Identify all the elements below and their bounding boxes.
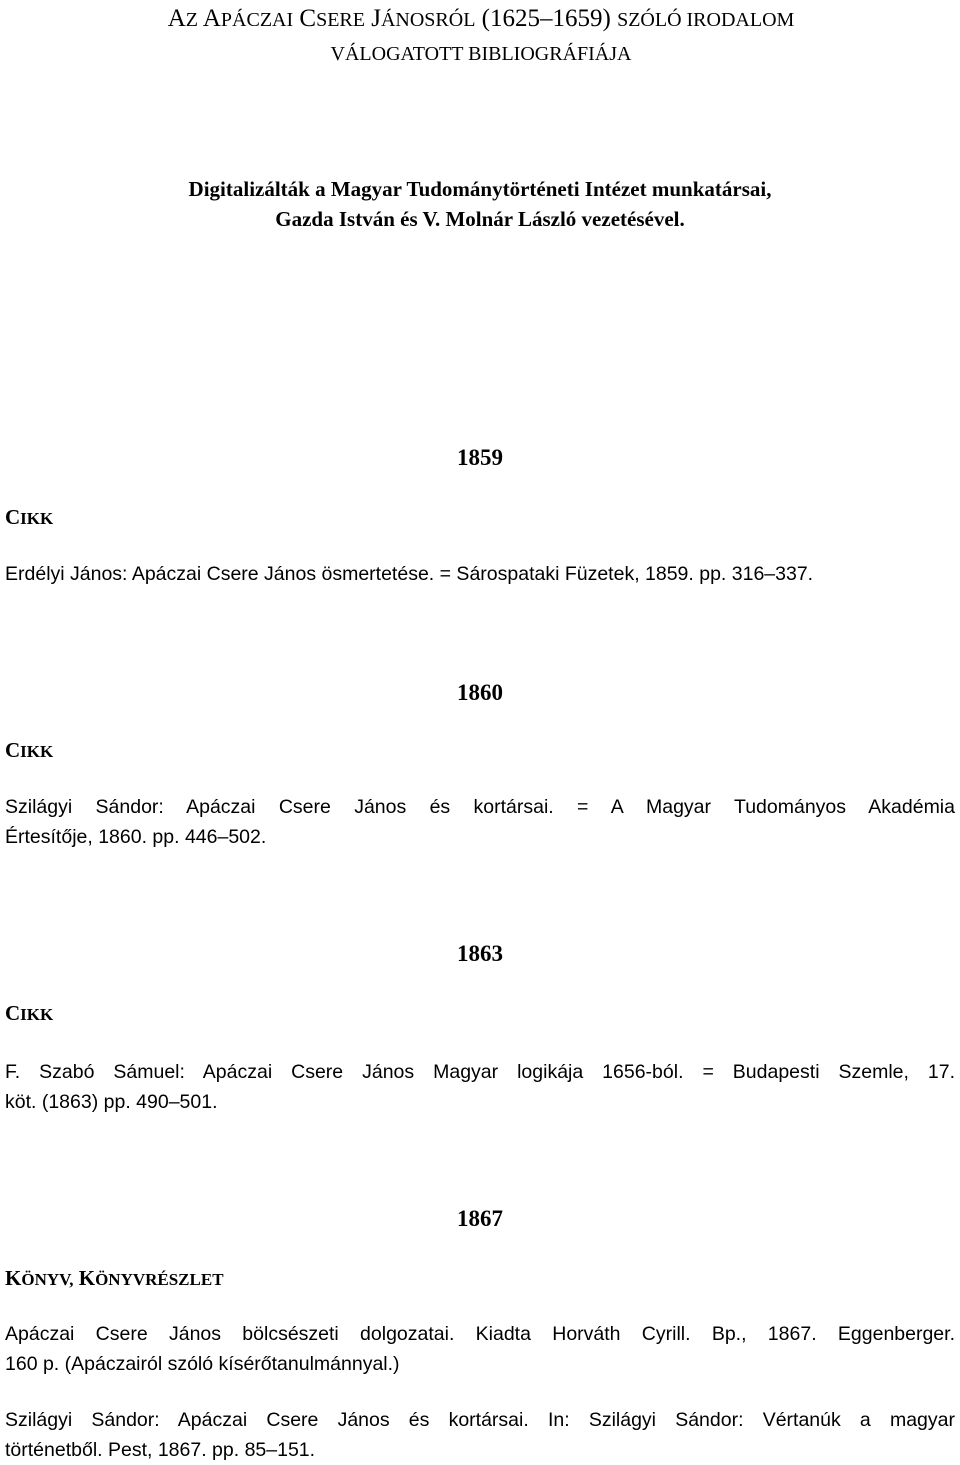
bibliography-entry: Szilágyi Sándor: Apáczai Csere János és kortársai. = A Magyar Tudományos Akadémia Értesítője, 1860. pp. 446–502. [5,796,955,848]
credit-line-2: Gazda István és V. Molnár László vezetésével. [275,207,685,231]
category-label: CIKK [5,505,54,529]
bibliography-entry: Erdélyi János: Apáczai Csere János ösmertetése. = Sárospataki Füzetek, 1859. pp. 316–337. [5,563,814,585]
year-heading-1860: 1860 [457,680,503,705]
year-heading-1863: 1863 [457,941,503,966]
title-line-1: AZ APÁCZAI CSERE JÁNOSRÓL (1625–1659) SZÓLÓ IRODALOM [167,5,795,32]
credit-line-1: Digitalizálták a Magyar Tudománytörténeti Intézet munkatársai, [188,177,772,201]
digitization-credit [0,174,960,234]
category-label: CIKK [5,1001,54,1025]
category-label: KÖNYV, KÖNYVRÉSZLET [5,1266,224,1290]
category-label: CIKK [5,738,54,762]
title-line-2: VÁLOGATOTT BIBLIOGRÁFIÁJA [330,43,632,65]
document-title [6,2,956,71]
bibliography-entry: F. Szabó Sámuel: Apáczai Csere János Magyar logikája 1656-ból. = Budapesti Szemle, 17. köt. (1863) pp. 490–501. [5,1061,955,1113]
year-heading-1867: 1867 [457,1206,503,1231]
bibliography-entry: Apáczai Csere János bölcsészeti dolgozatai. Kiadta Horváth Cyrill. Bp., 1867. Eggenberger. 160 p. (Apáczairól szóló kísérőtanulmánnyal.) [5,1323,955,1375]
year-heading-1859: 1859 [457,445,503,470]
bibliography-entry: Szilágyi Sándor: Apáczai Csere János és kortársai. In: Szilágyi Sándor: Vértanúk a magyar történetből. Pest, 1867. pp. 85–151. [5,1409,955,1461]
